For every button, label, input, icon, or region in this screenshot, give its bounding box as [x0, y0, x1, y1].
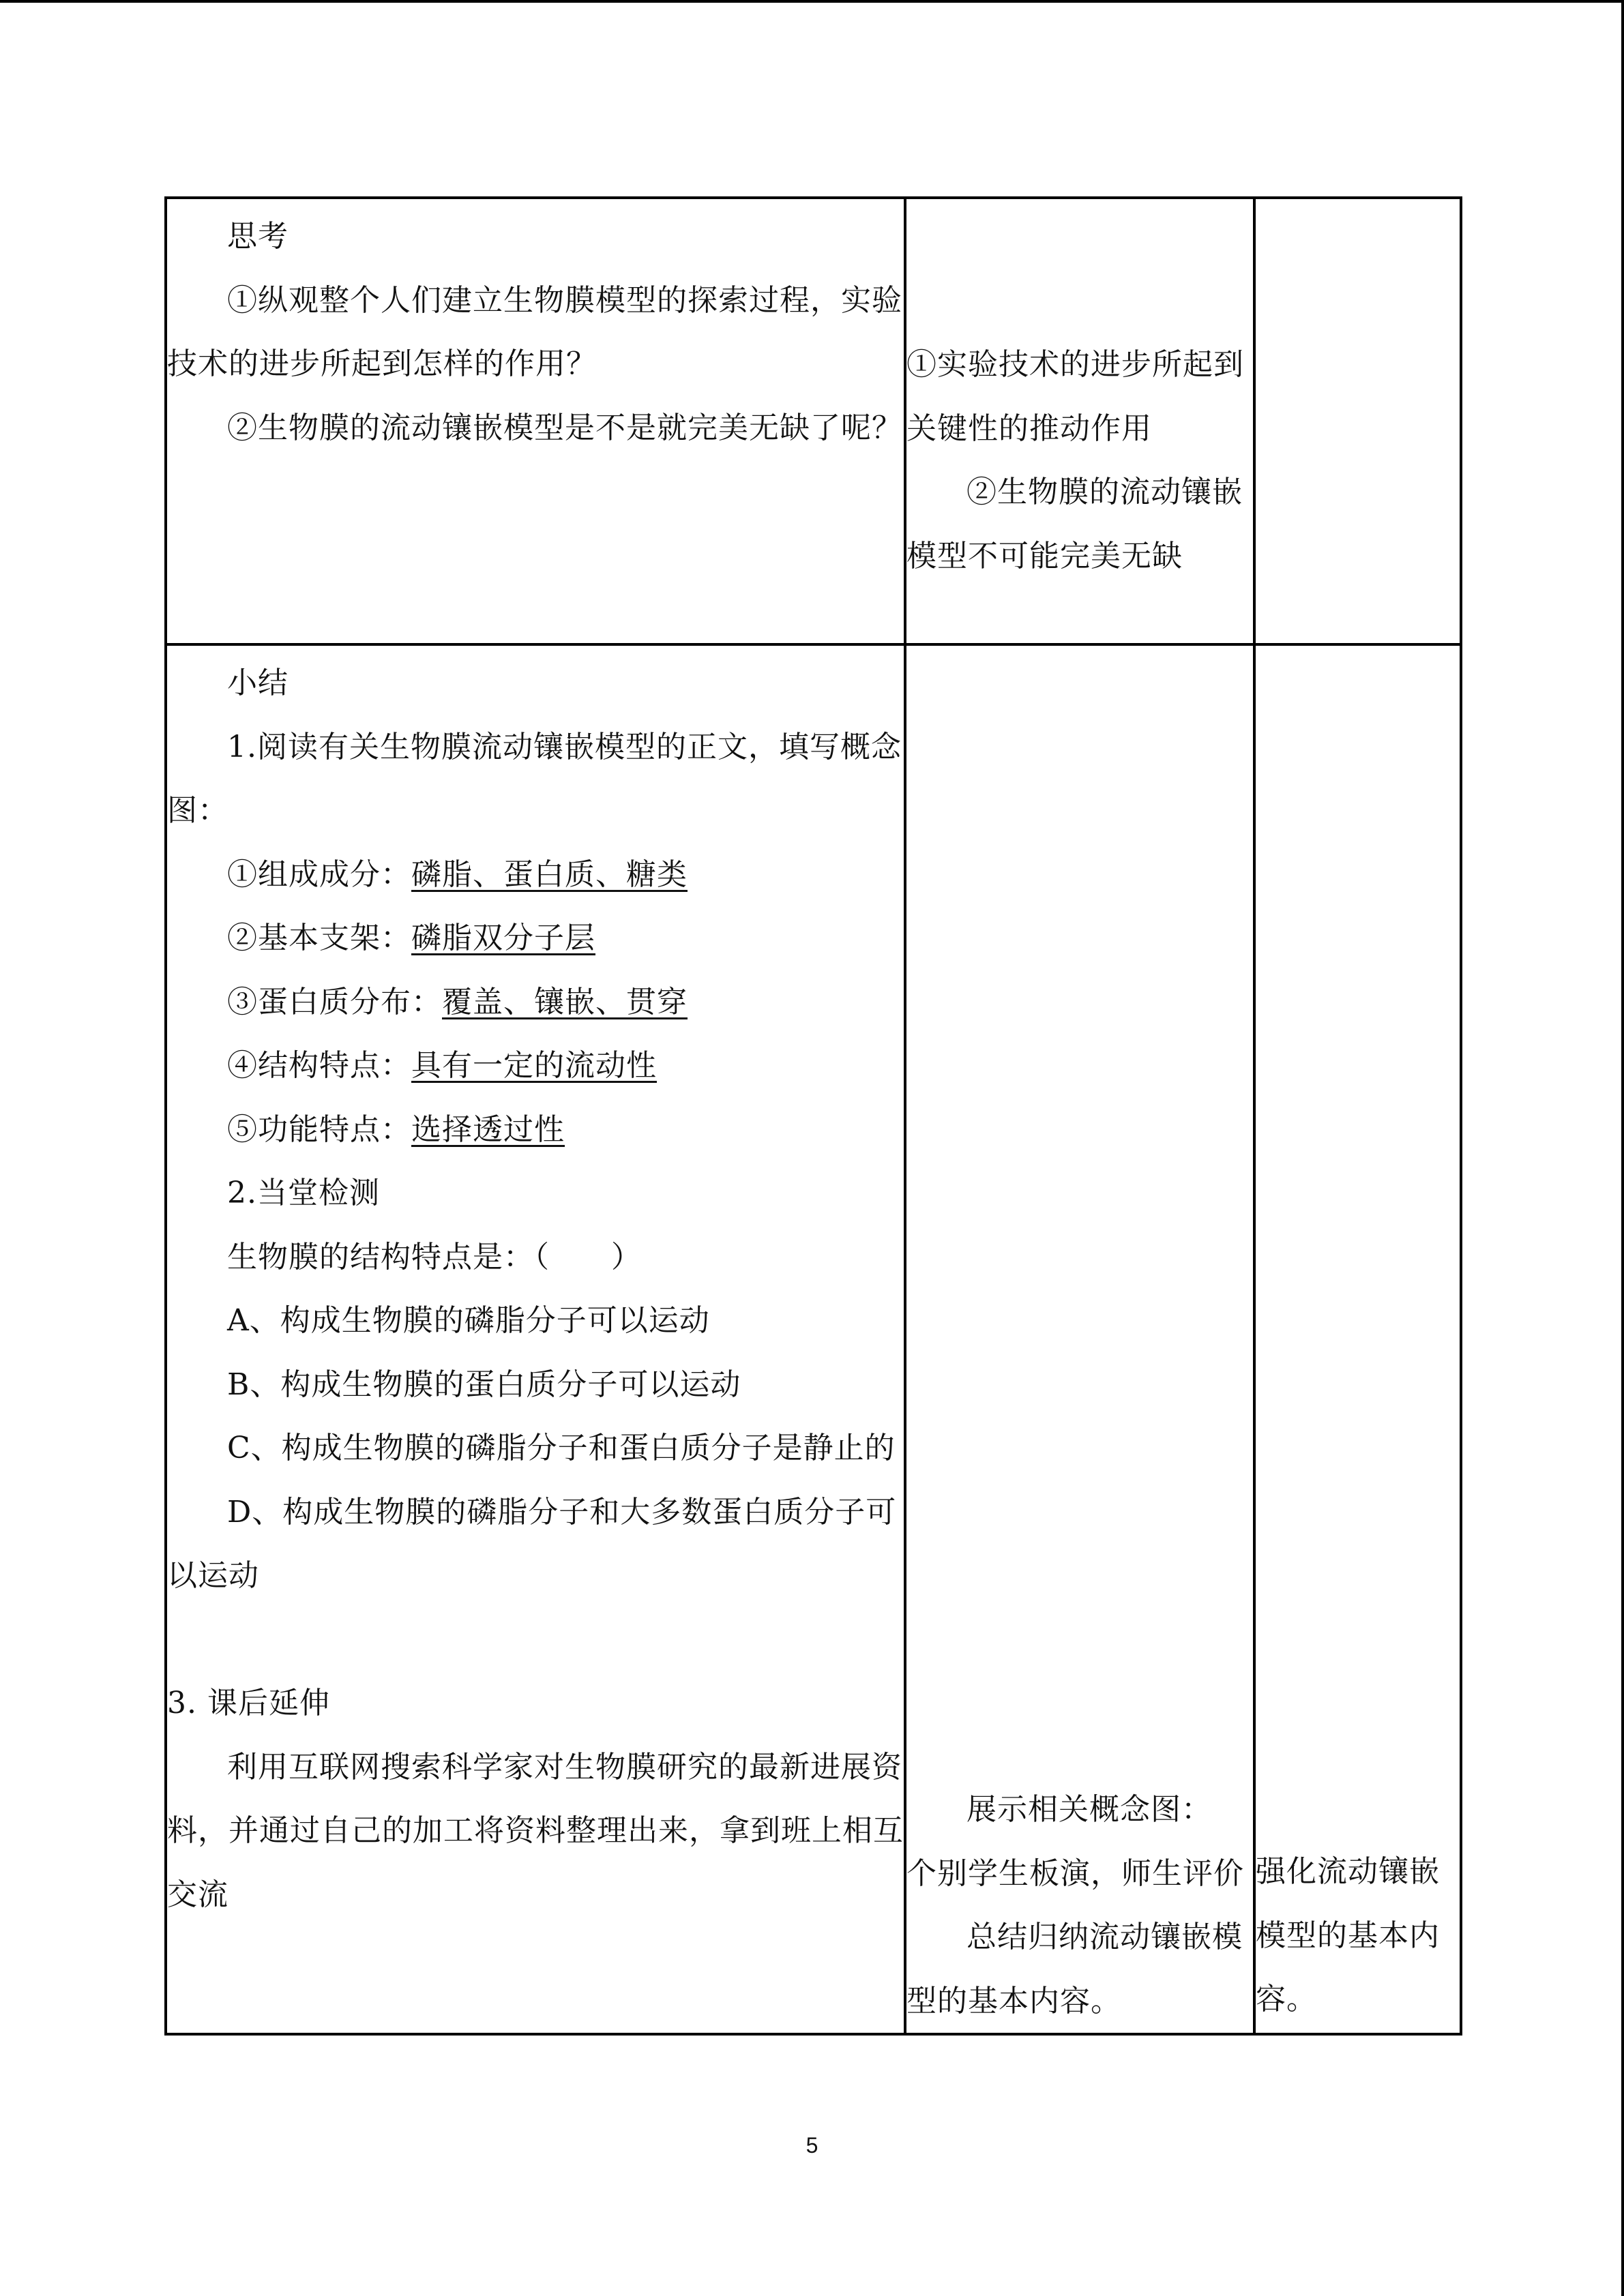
summary-heading: 小结 — [227, 666, 289, 700]
extension-text: 利用互联网搜索科学家对生物膜研究的最新进展资料，并通过自己的加工将资料整理出来，拿到班上相互交流 — [167, 1749, 904, 1912]
concept-label: ④结构特点： — [227, 1048, 411, 1083]
page-top-rule — [0, 0, 1624, 3]
teacher-line-2: 个别学生板演，师生评价 — [906, 1855, 1244, 1891]
cell-think-answers — [905, 198, 1254, 644]
think-heading: 思考 — [227, 219, 289, 254]
cell-think-purpose — [1254, 198, 1461, 644]
table-row-think — [166, 198, 1461, 644]
teacher-line-3: 总结归纳流动镶嵌模型的基本内容。 — [906, 1920, 1243, 2018]
cell-summary-teacher — [905, 644, 1254, 2034]
quiz-option-b: B、构成生物膜的蛋白质分子可以运动 — [227, 1367, 741, 1402]
lesson-plan-table — [164, 196, 1462, 2036]
page-number: 5 — [806, 2133, 818, 2158]
quiz-option-a: A、构成生物膜的磷脂分子可以运动 — [227, 1303, 710, 1338]
cell-think-activity — [166, 198, 905, 644]
summary-item-1: 1.阅读有关生物膜流动镶嵌模型的正文，填写概念图： — [167, 729, 902, 828]
quiz-option-c: C、构成生物膜的磷脂分子和蛋白质分子是静止的 — [227, 1431, 896, 1465]
concept-label: ③蛋白质分布： — [227, 984, 442, 1019]
concept-point — [167, 1034, 904, 1098]
concept-label: ⑤功能特点： — [227, 1112, 411, 1147]
purpose-text: 强化流动镶嵌模型的基本内容。 — [1256, 1854, 1440, 2016]
summary-item-2: 2.当堂检测 — [227, 1176, 380, 1210]
think-answer-1: ①实验技术的进步所起到关键性的推动作用 — [906, 347, 1244, 446]
concept-label: ②基本支架： — [227, 921, 411, 955]
table-row-summary — [166, 644, 1461, 2034]
concept-point — [167, 970, 904, 1034]
summary-item-3: 3. 课后延伸 — [167, 1686, 330, 1720]
blank-line — [167, 1608, 904, 1672]
cell-summary-activity — [166, 644, 905, 2034]
concept-point — [167, 906, 904, 970]
concept-label: ①组成成分： — [227, 856, 411, 892]
concept-answer: 具有一定的流动性 — [411, 1048, 657, 1083]
quiz-question: 生物膜的结构特点是：（ ） — [227, 1239, 642, 1274]
cell-summary-purpose — [1254, 644, 1461, 2034]
think-answer-2: ②生物膜的流动镶嵌模型不可能完美无缺 — [906, 475, 1243, 573]
concept-answer: 覆盖、镶嵌、贯穿 — [442, 984, 688, 1019]
think-question-1: ①纵观整个人们建立生物膜模型的探索过程，实验技术的进步所起到怎样的作用？ — [167, 282, 902, 381]
concept-answer: 磷脂双分子层 — [411, 921, 595, 955]
page-right-rule — [1621, 0, 1624, 2296]
think-question-2: ②生物膜的流动镶嵌模型是不是就完美无缺了呢？ — [227, 410, 902, 445]
teacher-line-1: 展示相关概念图： — [966, 1792, 1212, 1827]
concept-point — [167, 1098, 904, 1162]
concept-answer: 磷脂、蛋白质、糖类 — [411, 856, 688, 892]
quiz-option-d: D、构成生物膜的磷脂分子和大多数蛋白质分子可以运动 — [167, 1494, 897, 1593]
concept-answer: 选择透过性 — [411, 1112, 565, 1147]
concept-point — [167, 843, 904, 907]
